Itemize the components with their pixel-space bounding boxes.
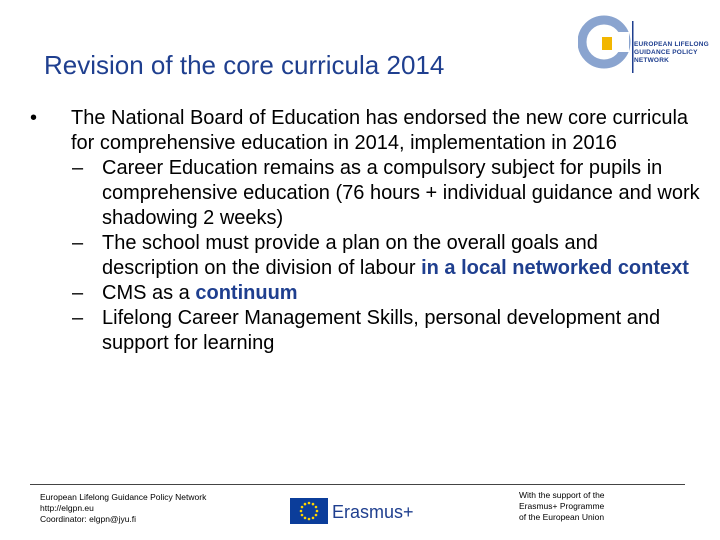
- highlight-text: continuum: [195, 282, 298, 304]
- highlight-text: in a local networked context: [421, 257, 689, 279]
- bullet-text: The National Board of Education has endorsed the new core curricula for comprehensive education in 2014, implementation in 2016: [71, 107, 689, 154]
- footer-support-line: Erasmus+ Programme: [519, 501, 605, 511]
- slide-body: [30, 106, 700, 356]
- sub-bullet-item: [30, 306, 700, 356]
- footer-support-line: of the European Union: [519, 512, 605, 522]
- footer-org: European Lifelong Guidance Policy Network: [40, 492, 207, 502]
- dash-icon: –: [72, 307, 84, 329]
- footer-url: http://elgpn.eu: [40, 503, 94, 513]
- footer-support-line: With the support of the: [519, 490, 605, 500]
- footer-support: [519, 490, 605, 523]
- sub-bullet-item: [30, 281, 700, 306]
- sub-bullet-text: Lifelong Career Management Skills, personal development and support for learning: [102, 307, 661, 354]
- footer-contact: [40, 492, 206, 525]
- slide-title: Revision of the core curricula 2014: [44, 50, 445, 80]
- footer-divider: [30, 484, 685, 485]
- bullet-item: [30, 106, 700, 156]
- logo-line: EUROPEAN LIFELONG: [634, 41, 709, 48]
- logo-line: GUIDANCE POLICY: [634, 49, 698, 56]
- eu-flag-icon: [290, 498, 328, 524]
- sub-bullet-text: The school must provide a plan on the overall goals and description on the division of labour: [102, 232, 598, 279]
- erasmus-label: Erasmus+: [332, 502, 414, 522]
- footer-coordinator: Coordinator: elgpn@jyu.fi: [40, 514, 137, 524]
- dash-icon: –: [72, 282, 84, 304]
- logo-line: NETWORK: [634, 57, 669, 64]
- dash-icon: –: [72, 232, 84, 254]
- bullet-icon: •: [30, 107, 38, 129]
- logo-text: [634, 41, 709, 65]
- sub-bullet-text: CMS as a: [102, 282, 196, 304]
- sub-bullet-item: [30, 156, 700, 231]
- sub-bullet-item: [30, 231, 700, 281]
- sub-bullet-text: Career Education remains as a compulsory subject for pupils in comprehensive education (76 hours + individual guidance and work shadowing 2 weeks): [102, 157, 700, 229]
- dash-icon: –: [72, 157, 84, 179]
